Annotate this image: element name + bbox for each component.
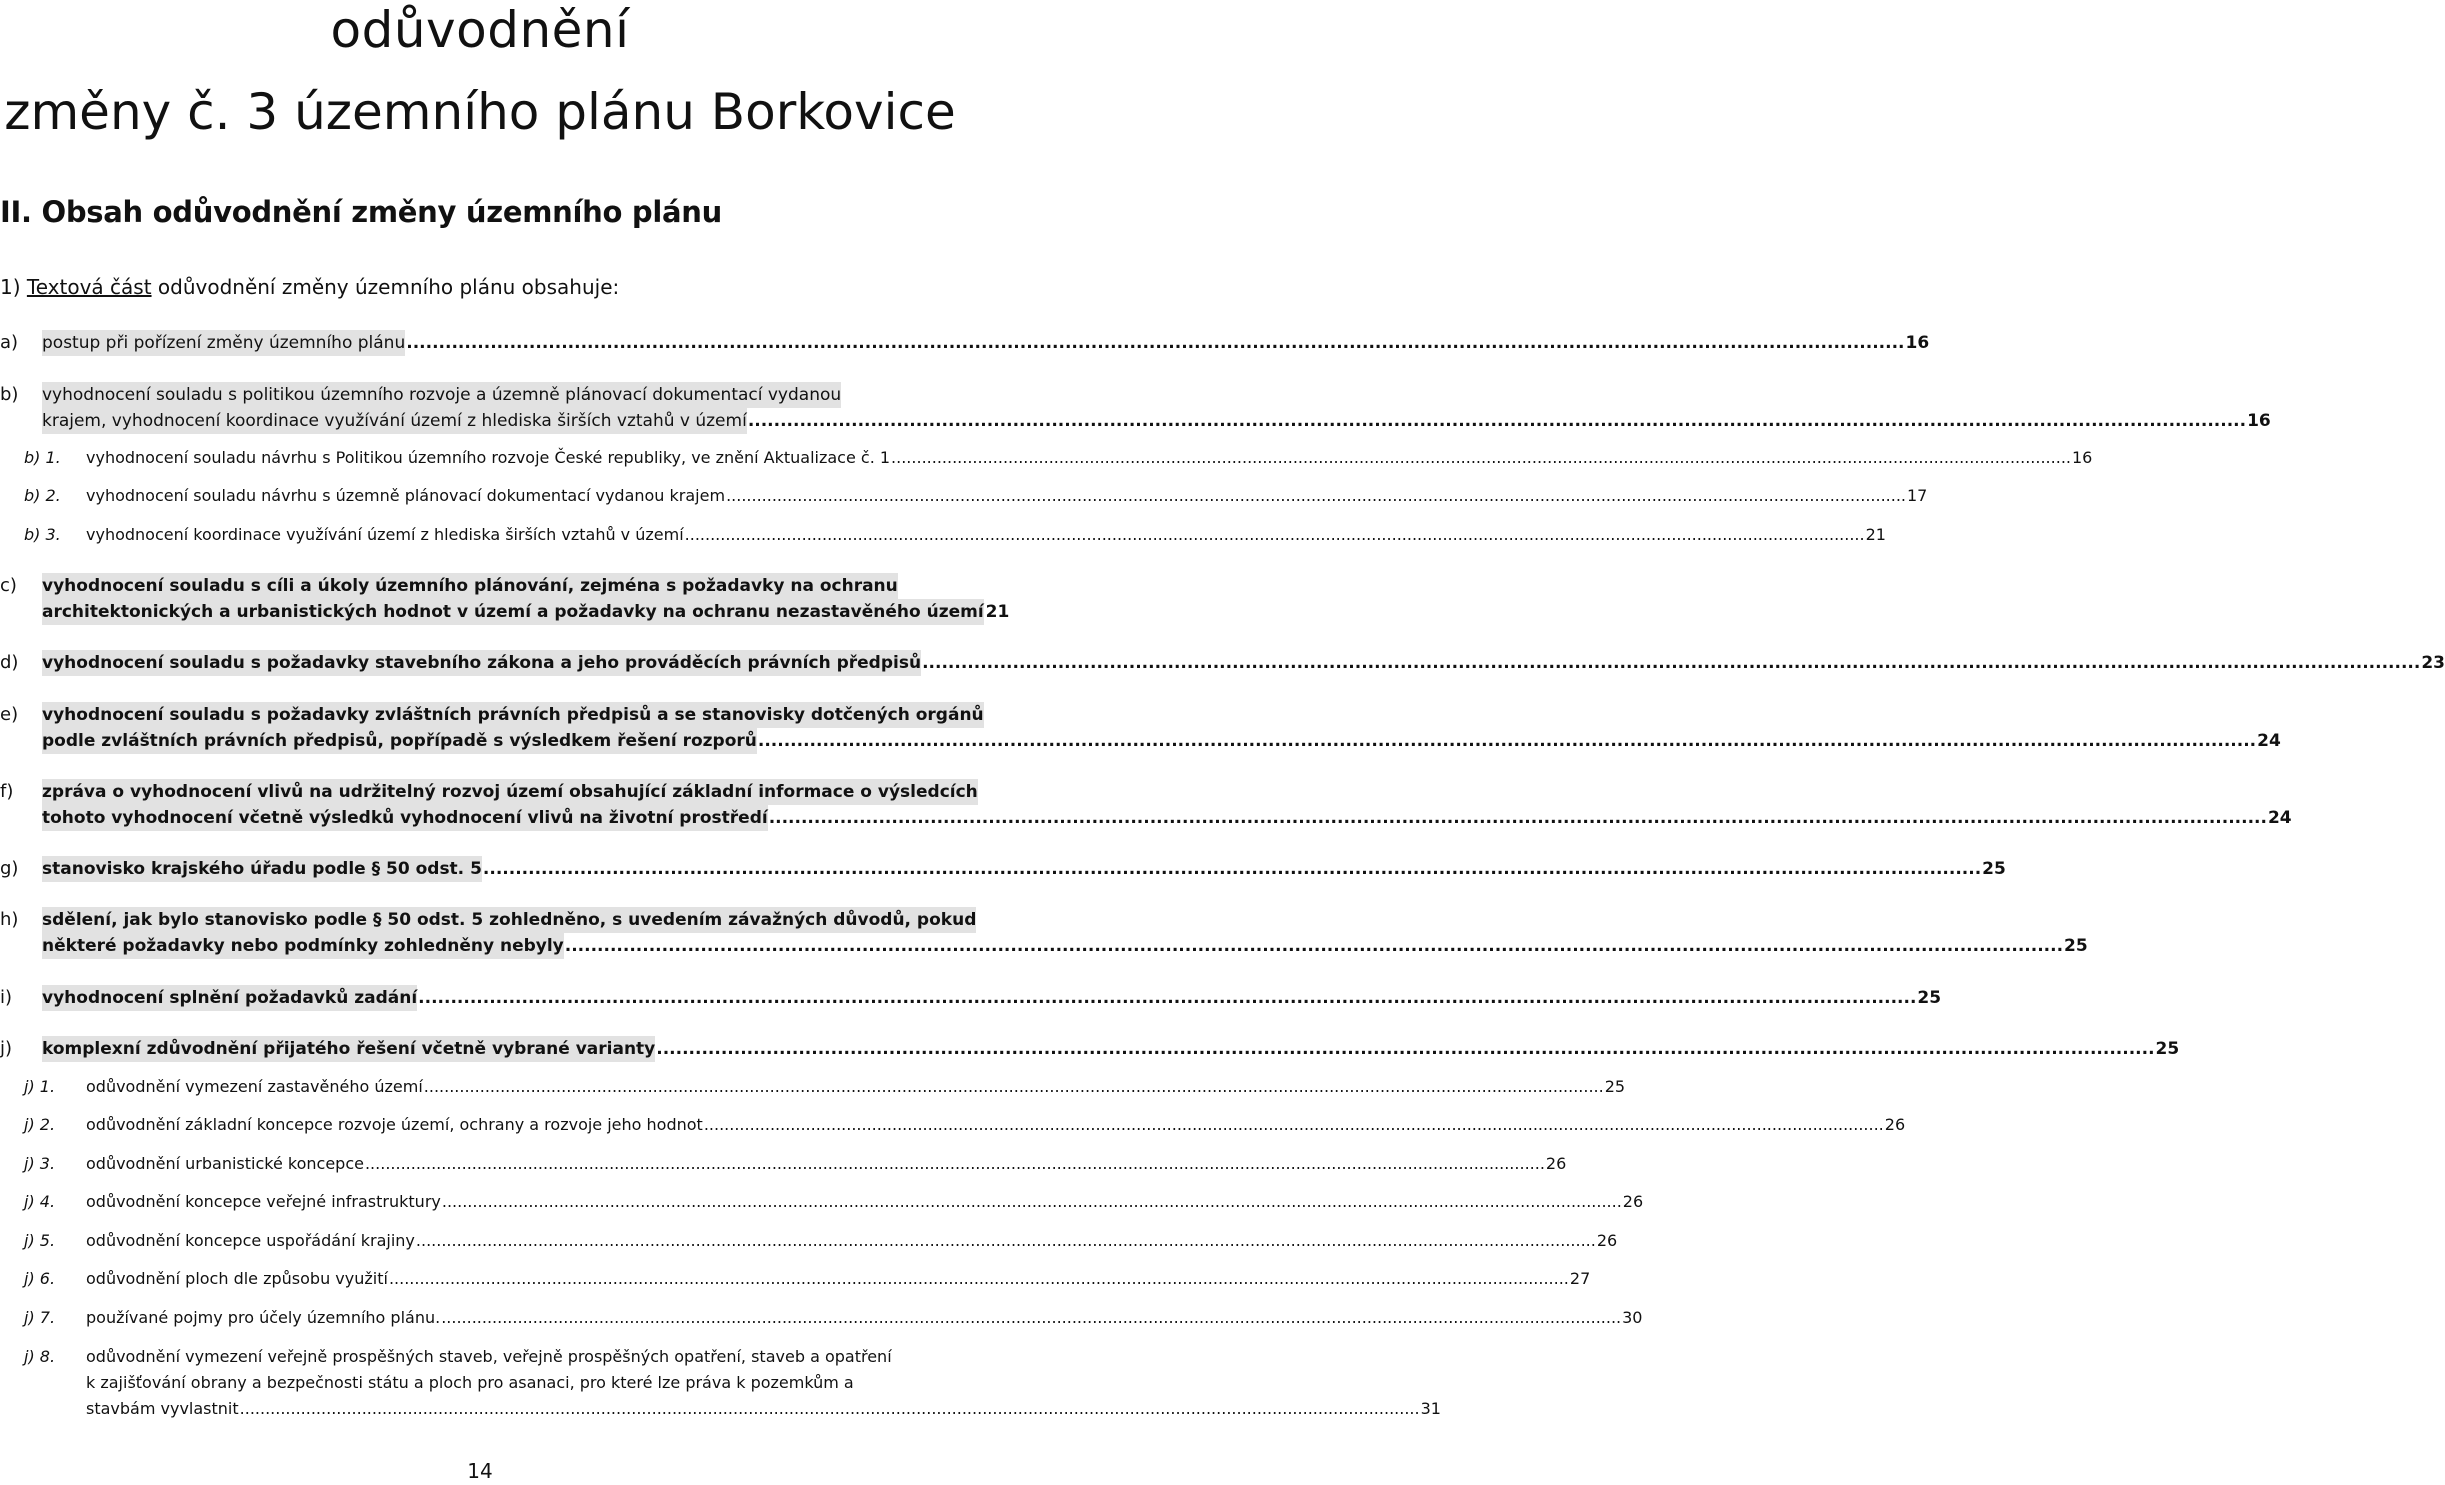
toc-label: j) 1. xyxy=(24,1077,56,1096)
toc-lines xyxy=(86,1151,1567,1177)
toc-label: b) 2. xyxy=(24,486,61,505)
toc-page-number: 16 xyxy=(2247,411,2271,431)
toc-page-number: 31 xyxy=(1420,1399,1441,1418)
toc-label: b) xyxy=(0,384,19,405)
toc-text: vyhodnocení souladu s požadavky stavebního zákona a jeho prováděcích právních předpisů xyxy=(42,650,921,676)
toc-lines xyxy=(42,573,1010,625)
toc-page-number: 26 xyxy=(1622,1192,1644,1211)
toc-label: d) xyxy=(0,652,19,673)
toc-leader xyxy=(424,1074,1604,1100)
toc-leader xyxy=(483,856,1981,882)
toc-page-number: 30 xyxy=(1622,1308,1643,1327)
toc-label: e) xyxy=(0,704,19,725)
toc-lines xyxy=(86,1344,1441,1422)
toc-lines xyxy=(86,522,1886,548)
toc-leader xyxy=(416,1228,1596,1254)
toc-lines xyxy=(42,1036,2180,1062)
toc-label: i) xyxy=(0,987,13,1008)
toc-leader xyxy=(442,1189,1622,1215)
toc-label: f) xyxy=(0,781,14,802)
toc-leader xyxy=(922,650,2420,676)
toc-label: c) xyxy=(0,575,17,596)
toc-text: architektonických a urbanistických hodnot v území a požadavky na ochranu nezastavěného území xyxy=(42,599,984,625)
toc-lines xyxy=(42,779,2292,831)
toc-label: j) 2. xyxy=(24,1115,56,1134)
toc-label: j) 8. xyxy=(24,1347,56,1366)
toc-text: vyhodnocení souladu s požadavky zvláštních právních předpisů a se stanovisky dotčených orgánů xyxy=(42,702,984,728)
toc-lines xyxy=(86,1112,1906,1138)
toc-leader xyxy=(389,1266,1569,1292)
toc-label: j) 7. xyxy=(24,1308,56,1327)
toc-text: odůvodnění základní koncepce rozvoje území, ochrany a rozvoje jeho hodnot xyxy=(86,1115,703,1134)
toc-page-number: 27 xyxy=(1569,1269,1591,1288)
toc-page-number: 25 xyxy=(2155,1039,2180,1059)
toc-text: komplexní zdůvodnění přijatého řešení včetně vybrané varianty xyxy=(42,1036,655,1062)
toc-text: vyhodnocení souladu návrhu s územně plánovací dokumentací vydanou krajem xyxy=(86,486,726,505)
page-number: 14 xyxy=(467,1459,493,1483)
toc-text: k zajišťování obrany a bezpečnosti státu a ploch pro asanaci, pro které lze práva k pozemkům a xyxy=(86,1373,854,1392)
toc-text: tohoto vyhodnocení včetně výsledků vyhodnocení vlivů na životní prostředí xyxy=(42,805,768,831)
toc-page-number: 25 xyxy=(1604,1077,1626,1096)
toc-leader xyxy=(406,330,1904,356)
toc-page-number: 24 xyxy=(2257,731,2281,751)
toc-text: stavbám vyvlastnit xyxy=(86,1399,239,1418)
toc-label: j) 4. xyxy=(24,1192,56,1211)
toc-leader xyxy=(656,1036,2154,1062)
toc-text: používané pojmy pro účely územního plánu. xyxy=(86,1308,441,1327)
toc-leader xyxy=(704,1112,1884,1138)
toc-leader xyxy=(365,1151,1545,1177)
toc-text: odůvodnění ploch dle způsobu využití xyxy=(86,1269,388,1288)
toc-label: b) 1. xyxy=(24,448,61,467)
toc-leader xyxy=(726,483,1906,509)
toc-page-number: 23 xyxy=(2421,653,2445,673)
toc-text: sdělení, jak bylo stanovisko podle § 50 odst. 5 zohledněno, s uvedením závažných důvodů, pokud xyxy=(42,907,976,933)
toc-lines xyxy=(86,1266,1591,1292)
toc-text: postup při pořízení změny územního plánu xyxy=(42,330,405,356)
toc-text: odůvodnění koncepce uspořádání krajiny xyxy=(86,1231,415,1250)
toc-text: vyhodnocení souladu s politikou územního rozvoje a územně plánovací dokumentací vydanou xyxy=(42,382,841,408)
toc-page-number: 17 xyxy=(1907,486,1928,505)
toc-text: odůvodnění vymezení veřejně prospěšných staveb, veřejně prospěšných opatření, staveb a opatření xyxy=(86,1347,892,1366)
toc-lines xyxy=(42,382,2271,434)
document-title: odůvodnění xyxy=(330,1,630,59)
toc-text: stanovisko krajského úřadu podle § 50 odst. 5 xyxy=(42,856,482,882)
toc-page-number: 21 xyxy=(985,602,1010,622)
toc-lines xyxy=(86,445,2093,471)
toc-text: zpráva o vyhodnocení vlivů na udržitelný rozvoj území obsahující základní informace o výsledcích xyxy=(42,779,978,805)
toc-text: některé požadavky nebo podmínky zohledněny nebyly xyxy=(42,933,564,959)
toc-text: vyhodnocení koordinace využívání území z hlediska širších vztahů v území xyxy=(86,525,684,544)
toc-leader xyxy=(418,985,1916,1011)
toc-lines xyxy=(42,702,2281,754)
toc-lines xyxy=(42,907,2088,959)
toc-lines xyxy=(42,330,1930,356)
toc-page-number: 25 xyxy=(1917,988,1942,1008)
toc-page-number: 26 xyxy=(1545,1154,1567,1173)
toc-leader xyxy=(769,805,2267,831)
toc-leader xyxy=(685,522,1865,548)
toc-text: vyhodnocení splnění požadavků zadání xyxy=(42,985,417,1011)
toc-page-number: 24 xyxy=(2267,808,2292,828)
toc-text: vyhodnocení souladu s cíli a úkoly územního plánování, zejména s požadavky na ochranu xyxy=(42,573,898,599)
toc-page-number: 26 xyxy=(1884,1115,1906,1134)
intro-line: 1) Textová část odůvodnění změny územního plánu obsahuje: xyxy=(0,275,620,299)
toc-label: h) xyxy=(0,909,19,930)
toc-label: g) xyxy=(0,858,19,879)
textova-cast-link[interactable]: Textová část xyxy=(26,275,152,299)
toc-label: b) 3. xyxy=(24,525,61,544)
toc-page-number: 16 xyxy=(2071,448,2093,467)
toc-label: j) xyxy=(0,1038,13,1059)
toc-leader xyxy=(240,1396,1420,1422)
toc-lines xyxy=(86,1228,1618,1254)
toc-text: krajem, vyhodnocení koordinace využívání území z hlediska širších vztahů v území xyxy=(42,408,747,434)
section-heading: II. Obsah odůvodnění změny územního plánu xyxy=(0,195,722,229)
toc-page-number: 26 xyxy=(1596,1231,1618,1250)
toc-text: odůvodnění urbanistické koncepce xyxy=(86,1154,364,1173)
document-subtitle: změny č. 3 územního plánu Borkovice xyxy=(4,83,956,141)
toc-page-number: 25 xyxy=(1982,859,2006,879)
toc-label: j) 6. xyxy=(24,1269,56,1288)
toc-label: j) 3. xyxy=(24,1154,56,1173)
toc-text: odůvodnění vymezení zastavěného území xyxy=(86,1077,423,1096)
toc-leader xyxy=(441,1305,1621,1331)
toc-page-number: 16 xyxy=(1905,333,1930,353)
toc-text: odůvodnění koncepce veřejné infrastruktury xyxy=(86,1192,441,1211)
toc-label: a) xyxy=(0,332,19,353)
toc-text: podle zvláštních právních předpisů, popřípadě s výsledkem řešení rozporů xyxy=(42,728,757,754)
toc-lines xyxy=(86,483,1928,509)
toc-lines xyxy=(86,1305,1643,1331)
toc-leader xyxy=(758,728,2256,754)
toc-lines xyxy=(42,650,2445,676)
toc-text: vyhodnocení souladu návrhu s Politikou územního rozvoje České republiky, ve znění Aktualizace č. 1 xyxy=(86,448,891,467)
toc-page-number: 21 xyxy=(1865,525,1886,544)
toc-label: j) 5. xyxy=(24,1231,56,1250)
toc-lines xyxy=(42,985,1942,1011)
toc-page-number: 25 xyxy=(2064,936,2088,956)
toc-leader xyxy=(891,445,2071,471)
toc-lines xyxy=(86,1189,1644,1215)
toc-leader xyxy=(565,933,2063,959)
toc-lines xyxy=(42,856,2006,882)
toc-lines xyxy=(86,1074,1626,1100)
toc-leader xyxy=(748,408,2246,434)
